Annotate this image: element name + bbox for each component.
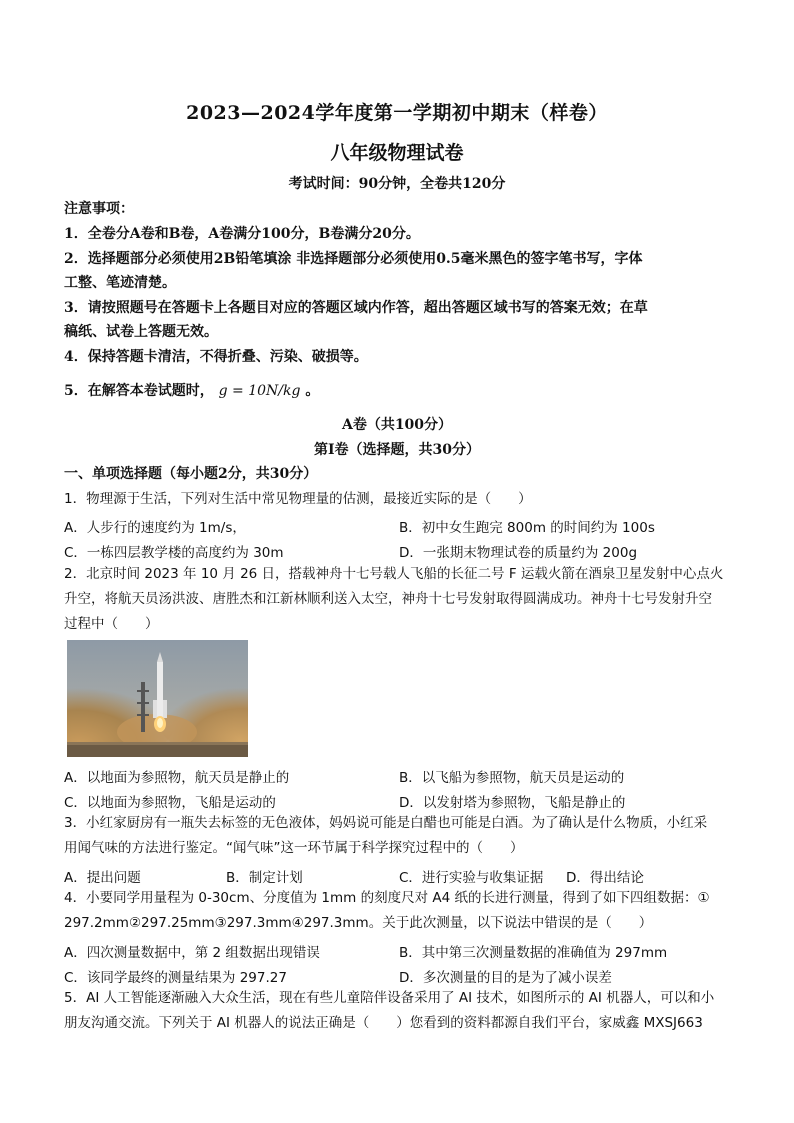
option-c: C．该同学最终的测量结果为 297.27 bbox=[64, 970, 287, 986]
option-a: A．以地面为参照物，航天员是静止的 bbox=[64, 770, 290, 786]
notice-item: 1．全卷分A卷和B卷，A卷满分100分，B卷满分20分。 bbox=[64, 226, 420, 242]
question-3-stem-line: 用闻气味的方法进行鉴定。“闻气味”这一环节属于科学探究过程中的（ ） bbox=[64, 840, 524, 856]
question-5-stem-line: 朋友沟通交流。下列关于 AI 机器人的说法正确是（ ）您看到的资料都源自我们平台，家威鑫 MXSJ663 bbox=[64, 1015, 703, 1031]
section-a-title: A卷（共100分） bbox=[341, 417, 453, 433]
notice-item: 2．选择题部分必须使用2B铅笔填涂 非选择题部分必须使用0.5毫米黑色的签字笔书写，字体 bbox=[64, 251, 643, 267]
option-d: D．多次测量的目的是为了减小误差 bbox=[399, 970, 612, 986]
notice-item: 工整、笔迹清楚。 bbox=[64, 275, 176, 291]
question-2-stem-line: 过程中（ ） bbox=[64, 616, 159, 632]
notice-item: 稿纸、试卷上答题无效。 bbox=[64, 324, 218, 340]
exam-info: 考试时间：90分钟，全卷共120分 bbox=[288, 176, 506, 192]
question-4-stem-line: 297.2mm②297.25mm③297.3mm④297.3mm。关于此次测量，以下说法中错误的是（ ） bbox=[64, 915, 653, 931]
option-a: A．人步行的速度约为 1m/s， bbox=[64, 520, 246, 536]
option-b: B．初中女生跑完 800m 的时间约为 100s bbox=[399, 520, 655, 536]
notice-item-text: 5．在解答本卷试题时， bbox=[64, 383, 214, 399]
part-1-title: 第Ⅰ卷（选择题，共30分） bbox=[313, 442, 481, 458]
exam-subtitle: 八年级物理试卷 bbox=[330, 142, 464, 164]
option-b: B．其中第三次测量数据的准确值为 297mm bbox=[399, 945, 668, 961]
notice-period: 。 bbox=[305, 383, 320, 399]
option-b: B．以飞船为参照物，航天员是运动的 bbox=[399, 770, 625, 786]
question-5-stem-line: 5．AI 人工智能逐渐融入大众生活，现在有些儿童陪伴设备采用了 AI 技术，如图所示的 AI 机器人，可以和小 bbox=[64, 990, 715, 1006]
option-b: B．制定计划 bbox=[226, 870, 303, 886]
notice-item-5 bbox=[64, 381, 734, 401]
option-d: D．一张期末物理试卷的质量约为 200g bbox=[399, 545, 638, 561]
question-1-stem: 1．物理源于生活，下列对生活中常见物理量的估测，最接近实际的是（ ） bbox=[64, 491, 532, 507]
question-4-stem-line: 4．小要同学用量程为 0-30cm、分度值为 1mm 的刻度尺对 A4 纸的长进行测量，得到了如下四组数据：① bbox=[64, 890, 710, 906]
question-2-stem-line: 升空，将航天员汤洪波、唐胜杰和江新林顺利送入太空，神舟十七号发射取得圆满成功。神舟十七号发射升空 bbox=[64, 591, 712, 607]
option-d: D．得出结论 bbox=[566, 870, 644, 886]
question-3-stem-line: 3．小红家厨房有一瓶失去标签的无色液体，妈妈说可能是白醋也可能是白酒。为了确认是什么物质，小红采 bbox=[64, 815, 708, 831]
rocket-launch-photo bbox=[67, 640, 248, 757]
rocket-launch-image bbox=[67, 640, 248, 757]
exam-title: 2023—2024学年度第一学期初中期末（样卷） bbox=[186, 102, 608, 124]
part-heading: 一、单项选择题（每小题2分，共30分） bbox=[64, 466, 318, 482]
option-a: A．四次测量数据中，第 2 组数据出现错误 bbox=[64, 945, 320, 961]
gravity-formula: g = 10N/kg bbox=[218, 383, 301, 399]
notice-item: 4．保持答题卡清洁，不得折叠、污染、破损等。 bbox=[64, 349, 368, 365]
question-2-stem-line: 2．北京时间 2023 年 10 月 26 日，搭载神舟十七号载人飞船的长征二号 F 运载火箭在酒泉卫星发射中心点火 bbox=[64, 566, 724, 582]
notice-item: 3．请按照题号在答题卡上各题目对应的答题区域内作答，超出答题区域书写的答案无效；在草 bbox=[64, 300, 648, 316]
option-a: A．提出问题 bbox=[64, 870, 141, 886]
option-c: C．进行实验与收集证据 bbox=[399, 870, 544, 886]
option-c: C．以地面为参照物，飞船是运动的 bbox=[64, 795, 276, 811]
option-c: C．一栋四层教学楼的高度约为 30m bbox=[64, 545, 284, 561]
notice-heading: 注意事项： bbox=[64, 201, 134, 217]
option-d: D．以发射塔为参照物，飞船是静止的 bbox=[399, 795, 626, 811]
